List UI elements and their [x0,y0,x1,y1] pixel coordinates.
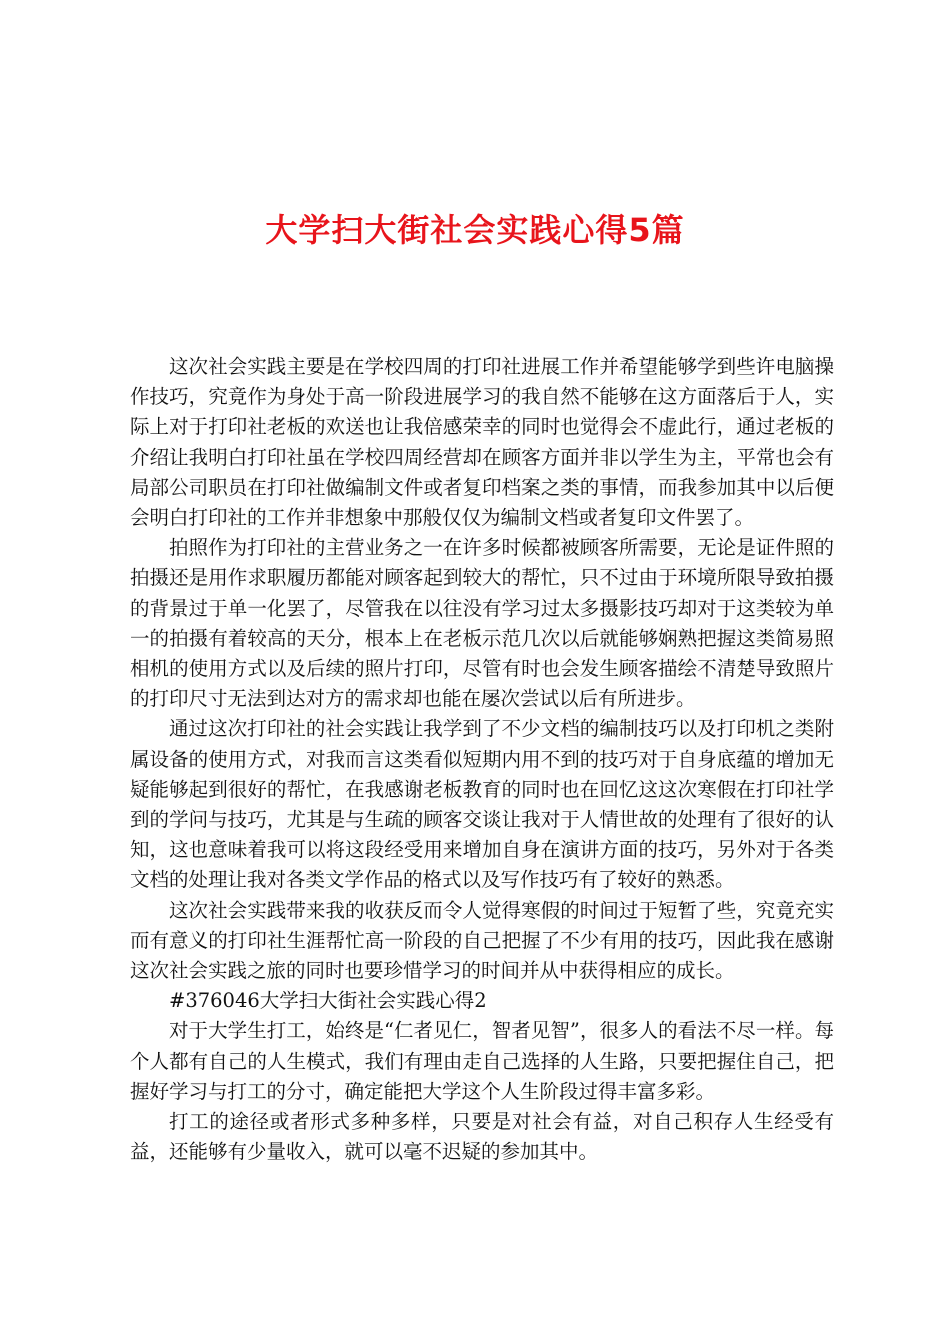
body-paragraph: 对于大学生打工，始终是“仁者见仁，智者见智”，很多人的看法不尽一样。每个人都有自己的人生模式，我们有理由走自己选择的人生路，只要把握住自己，把握好学习与打工的分寸，确定能把大学这个人生阶段过得丰富多彩。 [130,1019,834,1103]
body-paragraph: 通过这次打印社的社会实践让我学到了不少文档的编制技巧以及打印机之类附属设备的使用方式，对我而言这类看似短期内用不到的技巧对于自身底蕴的增加无疑能够起到很好的帮忙，在我感谢老板教育的同时也在回忆这这次寒假在打印社学到的学问与技巧，尤其是与生疏的顾客交谈让我对于人情世故的处理有了很好的认知，这也意味着我可以将这段经受用来增加自身在演讲方面的技巧，另外对于各类文档的处理让我对各类文学作品的格式以及写作技巧有了较好的熟悉。 [130,717,834,892]
document-body [130,352,834,1167]
section-heading: #376046大学扫大街社会实践心得2 [169,989,487,1013]
body-paragraph: 打工的途径或者形式多种多样，只要是对社会有益，对自己积存人生经受有益，还能够有少量收入，就可以毫不迟疑的参加其中。 [130,1110,834,1164]
body-paragraph: 拍照作为打印社的主营业务之一在许多时候都被顾客所需要，无论是证件照的拍摄还是用作求职履历都能对顾客起到较大的帮忙，只不过由于环境所限导致拍摄的背景过于单一化罢了，尽管我在以往没有学习过太多摄影技巧却对于这类较为单一的拍摄有着较高的天分，根本上在老板示范几次以后就能够娴熟把握这类简易照相机的使用方式以及后续的照片打印，尽管有时也会发生顾客描绘不清楚导致照片的打印尺寸无法到达对方的需求却也能在屡次尝试以后有所进步。 [130,536,834,711]
body-paragraph: 这次社会实践带来我的收获反而令人觉得寒假的时间过于短暂了些，究竟充实而有意义的打印社生涯帮忙高一阶段的自己把握了不少有用的技巧，因此我在感谢这次社会实践之旅的同时也要珍惜学习的时间并从中获得相应的成长。 [130,898,834,983]
document-title: 大学扫大街社会实践心得5篇 [265,211,685,249]
body-paragraph: 这次社会实践主要是在学校四周的打印社进展工作并希望能够学到些许电脑操作技巧，究竟作为身处于高一阶段进展学习的我自然不能够在这方面落后于人，实际上对于打印社老板的欢送也让我倍感荣幸的同时也觉得会不虚此行，通过老板的介绍让我明白打印社虽在学校四周经营却在顾客方面并非以学生为主，平常也会有局部公司职员在打印社做编制文件或者复印档案之类的事情，而我参加其中以后便会明白打印社的工作并非想象中那般仅仅为编制文档或者复印文件罢了。 [130,355,834,530]
